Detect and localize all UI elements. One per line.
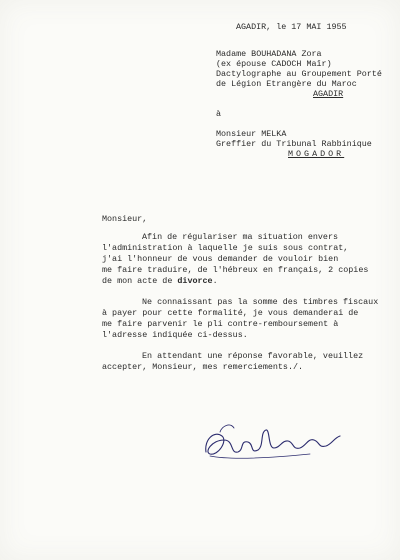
sender-unit: de Légion Etrangère du Maroc <box>216 79 357 89</box>
paragraph-line: Ne connaissant pas la somme des timbres fiscaux <box>142 297 379 307</box>
sender-former-name: (ex épouse CADOCH Maîr) <box>216 59 332 69</box>
paragraph-line: j'ai l'honneur de vous demander de vouloir bien <box>102 254 339 264</box>
paragraph-line <box>102 276 218 286</box>
to-word: à <box>216 109 222 119</box>
paragraph-line: l'adresse indiquée ci-dessus. <box>102 330 248 340</box>
place-date: AGADIR, le 17 MAI 1955 <box>236 22 347 32</box>
paragraph-line: En attendant une réponse favorable, veuillez <box>142 351 364 361</box>
signature-drawing <box>200 410 350 470</box>
paragraph-line: me faire traduire, de l'hébreux en français, 2 copies <box>102 265 369 275</box>
salutation: Monsieur, <box>102 214 148 224</box>
recipient-title: Greffier du Tribunal Rabbinique <box>216 139 372 149</box>
paragraph-line: me faire parvenir le pli contre-remboursement à <box>102 319 339 329</box>
recipient-city: MOGADOR <box>288 149 345 159</box>
sender-city: AGADIR <box>313 89 344 99</box>
paragraph-line: accepter, Monsieur, mes remerciements./. <box>102 362 304 372</box>
sender-occupation: Dactylographe au Groupement Porté <box>216 69 382 79</box>
paragraph-line: à payer pour cette formalité, je vous demanderai de <box>102 308 359 318</box>
emphasized-word: divorce <box>177 276 213 286</box>
text-fragment: . <box>212 276 218 286</box>
sender-name: Madame BOUHADANA Zora <box>216 49 322 59</box>
recipient-name: Monsieur MELKA <box>216 129 287 139</box>
paragraph-line: l'administration à laquelle je suis sous contrat, <box>102 243 349 253</box>
paragraph-line: Afin de régulariser ma situation envers <box>142 232 339 242</box>
text-fragment: de mon acte de <box>102 276 178 286</box>
